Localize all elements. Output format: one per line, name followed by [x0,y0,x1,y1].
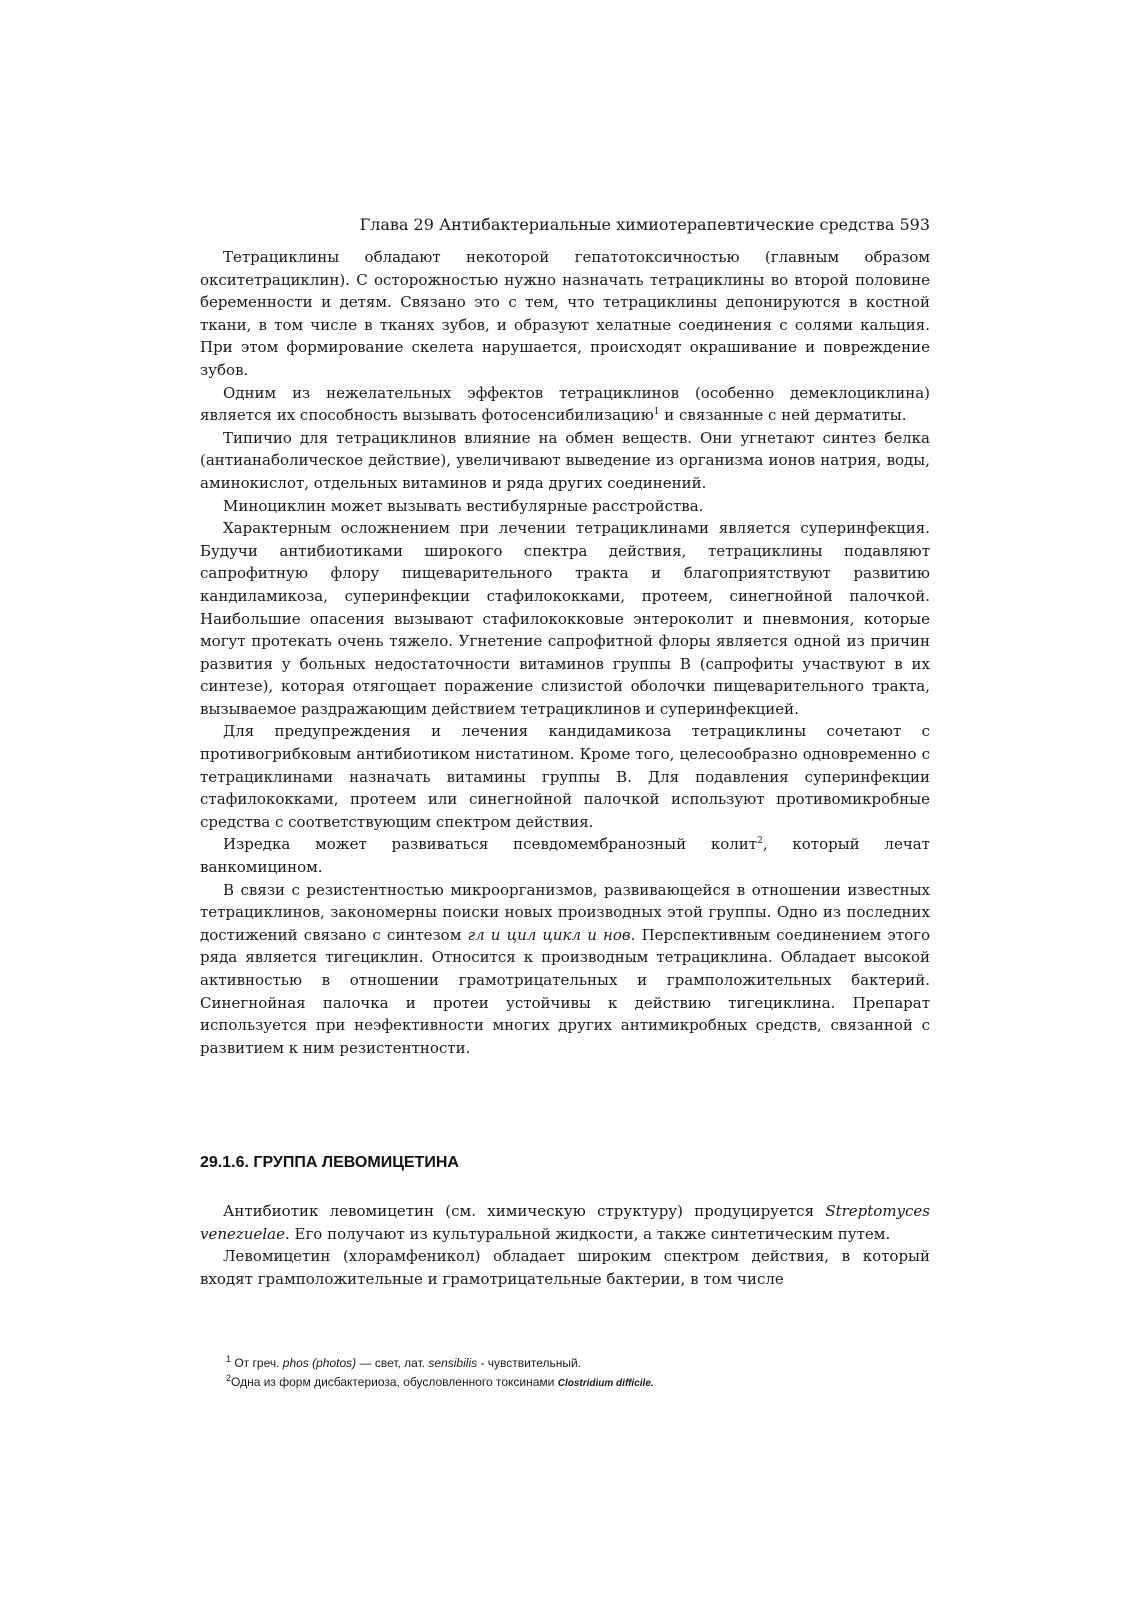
paragraph-levomycetin-spectrum: Левомицетин (хлорамфеникол) обладает широким спектром действия, в который входят грамположительные и грамотрицательные бактерии, в том числе [200,1247,930,1288]
page-number: 593 [899,215,930,234]
footnote-text: — свет, лат. [356,1356,429,1370]
footnote-ref-1: 1 [653,407,660,418]
paragraph-metabolism: Типичио для тетрациклинов влияние на обмен веществ. Они угнетают синтез белка (антианаболическое действие), увеличивают выведение из организма ионов натрия, воды, аминокислот, отдельных витаминов и ряда других соединений. [200,428,930,492]
footnote-number: 2 [226,1373,232,1383]
paragraph-text: Изредка может развиваться псевдомембранозный колит [223,835,758,854]
footnote-italic: phos (photos) [282,1356,357,1370]
footnote-number: 1 [226,1354,232,1364]
paragraph-text: Одним из нежелательных эффектов тетрациклинов (особенно демеклоциклина) является их способность вызывать фотосенсибилизацию [200,383,930,425]
paragraph-tigecycline [200,879,930,1060]
paragraph-hepatotoxicity: Тетрациклины обладают некоторой гепатотоксичностью (главным образом окситетрациклин). С осторожностью нужно назначать тетрациклины во второй половине беременности и детям. Связано это с тем, что тетрациклины депонируются в костной ткани, в том числе в тканях зубов, и образуют хелатные соединения с солями кальция. При этом формирование скелета нарушается, происходят окрашивание и повреждение зубов. [200,248,930,379]
footnote-italic: sensibilis [428,1356,478,1370]
footnote-2 [226,1373,926,1393]
paragraph-photosensitization [200,382,930,427]
species-name: Streptomyces venezuelae [200,1202,930,1243]
footnotes [226,1354,926,1393]
footnote-1 [226,1354,926,1373]
footnote-text: От греч. [231,1356,283,1370]
running-title: Глава 29 Антибактериальные химиотерапевтические средства [359,215,895,234]
footnote-text: - чувствительный. [477,1356,582,1370]
paragraph-text: , который лечат ванкомицином. [200,835,930,877]
paragraph-text: . Перспективным соединением этого ряда является тигециклин. Относится к производным тетрациклина. Обладает высокой активностью в отношении грамотрицательных и грамположительных бактерий. Синегнойная палочка и протеи устойчивы к действию тигециклина. Препарат используется при неэфективности многих других антимикробных средств, связанной с развитием к ним резистентности. [200,925,931,1057]
paragraph-text: . Его получают из культуральной жидкости, а также синтетическим путем. [284,1224,891,1243]
footnote-species: Clostridium difficile. [557,1378,654,1389]
running-header [200,214,930,236]
section-heading: 29.1.6. ГРУППА ЛЕВОМИЦЕТИНА [200,1154,459,1171]
paragraph-superinfection: Характерным осложнением при лечении тетрациклинами является суперинфекция. Будучи антибиотиками широкого спектра действия, тетрациклины подавляют сапрофитную флору пищеварительного тракта и благоприятствуют развитию кандиламикоза, суперинфекции стафилококками, протеем, синегнойной палочкой. Наибольшие опасения вызывают стафилококковые энтероколит и пневмония, которые могут протекать очень тяжело. Угнетение сапрофитной флоры является одной из причин развития у больных недостаточности витаминов группы В (сапрофиты участвуют в их синтезе), которая отягощает поражение слизистой оболочки пищеварительного тракта, вызываемое раздражающим действием тетрациклинов и суперинфекцией. [200,519,930,718]
paragraph-prevention: Для предупреждения и лечения кандидамикоза тетрациклины сочетают с противогрибковым антибиотиком нистатином. Кроме того, целесообразно одновременно с тетрациклинами назначать витамины группы В. Для подавления суперинфекции стафилококками, протеем или синегнойной палочкой используют противомикробные средства с соответствующим спектром действия. [200,722,930,831]
section-body [200,1200,930,1290]
paragraph-levomycetin-source [200,1200,930,1245]
footnote-ref-2: 2 [757,836,763,847]
paragraph-text: Антибиотик левомицетин (см. химическую структуру) продуцируется [223,1202,826,1220]
paragraph-text: В связи с резистентностью микроорганизмов, развивающейся в отношении известных тетрациклинов, закономерны поиски новых производных этой группы. Одно из последних достижений связано с синтезом [200,880,930,944]
footnote-text: Одна из форм дисбактериоза, обусловленного токсинами [231,1375,558,1389]
paragraph-colitis [200,833,930,878]
paragraph-minocycline: Миноциклин может вызывать вестибулярные расстройства. [223,496,704,515]
paragraph-text: и связанные с ней дерматиты. [659,406,907,425]
body-text [200,246,930,1059]
italic-text: гл и цил цикл и нов [467,925,631,944]
